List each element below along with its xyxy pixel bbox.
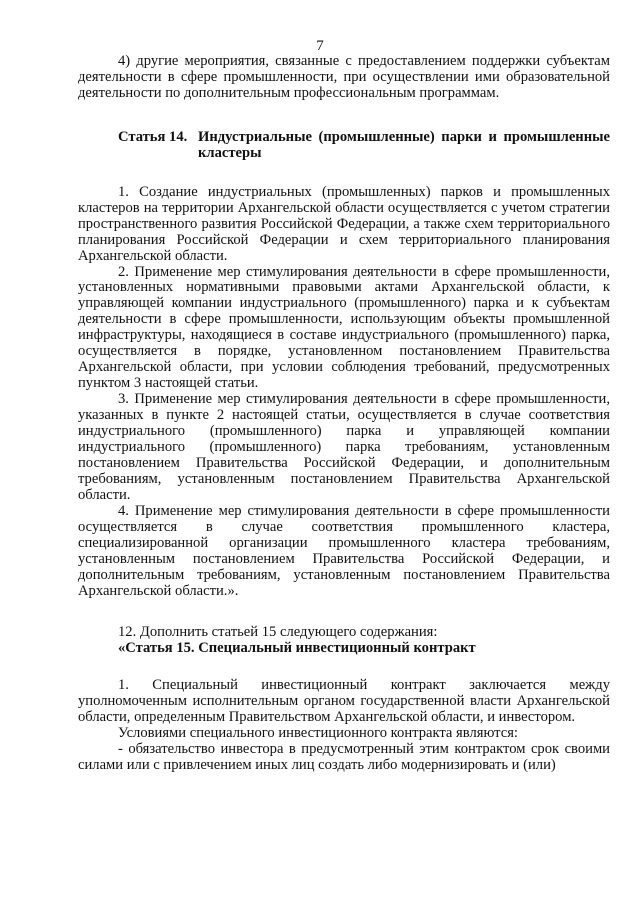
- paragraph-item-4: 4) другие мероприятия, связанные с предоставлением поддержки субъектам деятельности в сфере промышленности, при осуществлении ими образовательной деятельности по дополнительным профессиональным программам.: [78, 53, 610, 101]
- article-15-paragraph-3: - обязательство инвестора в предусмотренный этим контрактом срок своими силами или с привлечением иных лиц создать либо модернизировать и (или): [78, 741, 610, 774]
- article-14-paragraph-2: 2. Применение мер стимулирования деятельности в сфере промышленности, установленных нормативными правовыми актами Архангельской области, к управляющей компании индустриального (промышленного) парка и к субъектам деятельности в сфере промышленности, использующим объекты промышленной инфраструктуры, находящиеся в составе индустриального (промышленного) парка, осуществляется в порядке, установленном постановлением Правительства Архангельской области, при условии соблюдения требований, предусмотренных пунктом 3 настоящей статьи.: [78, 263, 610, 392]
- article-14-paragraph-1: 1. Создание индустриальных (промышленных) парков и промышленных кластеров на территории Архангельской области осуществляется с учетом стратегии пространственного развития Российской Федерации, а также схем территориального планирования Российской Федерации и схем территориального планирования Архангельской области.: [78, 183, 610, 264]
- article-15-paragraph-1: 1. Специальный инвестиционный контракт заключается между уполномоченным исполнительным органом государственной власти Архангельской области, определенным Правительством Архангельской области, и инвестором.: [78, 677, 610, 726]
- article-14-heading: [78, 130, 610, 162]
- article-15-paragraph-2: Условиями специального инвестиционного контракта являются:: [118, 725, 518, 742]
- article-15-heading: «Статья 15. Специальный инвестиционный контракт: [118, 639, 476, 656]
- article-14-label: Статья 14.: [118, 128, 188, 145]
- amendment-paragraph: 12. Дополнить статьей 15 следующего содержания:: [118, 623, 438, 640]
- article-14-paragraph-3: 3. Применение мер стимулирования деятельности в сфере промышленности, указанных в пункте 2 настоящей статьи, осуществляется в случае соответствия индустриального (промышленного) парка и управляющей компании индустриального (промышленного) парка требованиям, установленным постановлением Правительства Российской Федерации, и дополнительным требованиям, установленным постановлением Правительства Архангельской области.: [78, 391, 610, 503]
- page-number: 7: [316, 38, 324, 54]
- document-body: [78, 54, 610, 774]
- article-14-paragraph-4: 4. Применение мер стимулирования деятельности в сфере промышленности осуществляется в случае соответствия промышленного кластера, специализированной организации промышленного кластера требованиям, установленным постановлением Правительства Российской Федерации, и дополнительным требованиям, установленным постановлением Правительства Архангельской области.».: [78, 502, 610, 599]
- article-14-title: Индустриальные (промышленные) парки и промышленные кластеры: [198, 128, 610, 161]
